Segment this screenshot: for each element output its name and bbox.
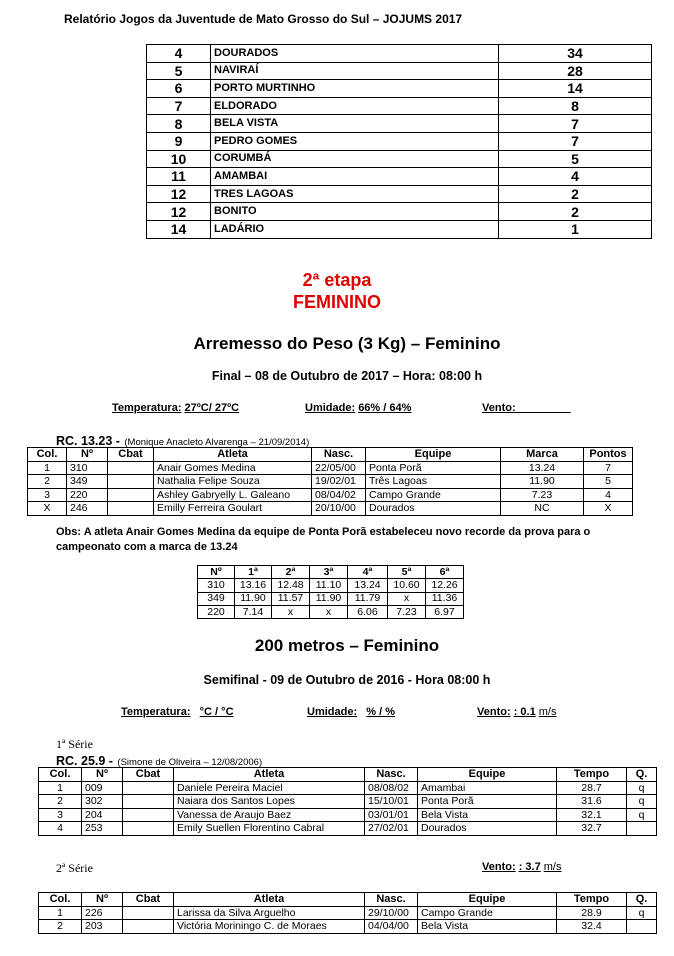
cell-num: 203 bbox=[82, 920, 123, 934]
ranking-row bbox=[147, 185, 652, 203]
attempt-cell: 7.14 bbox=[235, 605, 272, 618]
column-header: Col. bbox=[28, 448, 67, 462]
cell-tempo: 32.4 bbox=[557, 920, 627, 934]
cell-equipe: Amambai bbox=[418, 781, 557, 795]
cell-cbat bbox=[123, 808, 174, 822]
ranking-position: 8 bbox=[147, 115, 211, 133]
cell-equipe: Ponta Porã bbox=[366, 461, 501, 475]
event2-title: 200 metros – Feminino bbox=[254, 636, 440, 655]
table-row bbox=[39, 920, 657, 934]
cell-equipe: Bela Vista bbox=[418, 808, 557, 822]
table-row bbox=[28, 488, 633, 502]
cell-col: 2 bbox=[39, 795, 82, 809]
cell-num: 246 bbox=[67, 502, 108, 516]
cell-q: q bbox=[627, 781, 657, 795]
ranking-position: 7 bbox=[147, 97, 211, 115]
cell-num: 253 bbox=[82, 822, 123, 836]
cell-num: 220 bbox=[67, 488, 108, 502]
cell-col: 1 bbox=[28, 461, 67, 475]
table-row bbox=[28, 502, 633, 516]
attempt-cell: x bbox=[388, 592, 426, 605]
table-row bbox=[39, 822, 657, 836]
cell-atleta: Anair Gomes Medina bbox=[154, 461, 312, 475]
event2-temperature: Temperatura: °C / °C bbox=[121, 706, 234, 718]
cell-atleta: Daniele Pereira Maciel bbox=[174, 781, 365, 795]
cell-equipe: Dourados bbox=[418, 822, 557, 836]
stage-subtitle: FEMININO bbox=[293, 292, 381, 312]
ranking-city: DOURADOS bbox=[211, 45, 499, 63]
attempt-cell: 6.97 bbox=[426, 605, 464, 618]
cell-cbat bbox=[123, 795, 174, 809]
ranking-city: TRES LAGOAS bbox=[211, 185, 499, 203]
ranking-row bbox=[147, 80, 652, 98]
event1-obs: Obs: A atleta Anair Gomes Medina da equipe de Ponta Porã estabeleceu novo recorde da prova para o campeonato com a marca de 13.24 bbox=[56, 526, 591, 553]
attempt-cell: 12.48 bbox=[272, 579, 310, 592]
cell-cbat bbox=[123, 906, 174, 920]
cell-col: 2 bbox=[28, 475, 67, 489]
report-title: Relatório Jogos da Juventude de Mato Grosso do Sul – JOJUMS 2017 bbox=[64, 12, 463, 26]
table-row bbox=[39, 781, 657, 795]
cell-equipe: Dourados bbox=[366, 502, 501, 516]
cell-nasc: 03/01/01 bbox=[365, 808, 418, 822]
ranking-points: 28 bbox=[499, 62, 652, 80]
ranking-city: CORUMBÁ bbox=[211, 150, 499, 168]
cell-col: 1 bbox=[39, 781, 82, 795]
ranking-points: 2 bbox=[499, 185, 652, 203]
event2-record: RC. 25.9 - (Simone de Oliveira – 12/08/2006) bbox=[56, 754, 263, 768]
event1-subtitle: Final – 08 de Outubro de 2017 – Hora: 08:00 h bbox=[211, 369, 483, 383]
ranking-points: 4 bbox=[499, 168, 652, 186]
cell-marca: 7.23 bbox=[501, 488, 584, 502]
cell-nasc: 08/08/02 bbox=[365, 781, 418, 795]
cell-pontos: 5 bbox=[584, 475, 633, 489]
table-row bbox=[39, 808, 657, 822]
attempt-cell: 11.57 bbox=[272, 592, 310, 605]
event1-results-table bbox=[27, 447, 633, 516]
attempt-cell: 220 bbox=[198, 605, 235, 618]
ranking-row bbox=[147, 150, 652, 168]
ranking-points: 34 bbox=[499, 45, 652, 63]
cell-nasc: 22/05/00 bbox=[312, 461, 366, 475]
cell-atleta: Ashley Gabryelly L. Galeano bbox=[154, 488, 312, 502]
cell-atleta: Emilly Ferreira Goulart bbox=[154, 502, 312, 516]
stage-title: 2ª etapa bbox=[302, 270, 372, 290]
event1-wind: Vento: _ bbox=[482, 402, 571, 414]
table-row bbox=[198, 605, 464, 618]
cell-marca: 13.24 bbox=[501, 461, 584, 475]
attempt-cell: 6.06 bbox=[348, 605, 388, 618]
table-row bbox=[198, 579, 464, 592]
attempt-cell: 13.24 bbox=[348, 579, 388, 592]
event1-humidity: Umidade: 66% / 64% bbox=[305, 402, 412, 414]
ranking-row bbox=[147, 115, 652, 133]
ranking-city: PORTO MURTINHO bbox=[211, 80, 499, 98]
attempt-header: 3ª bbox=[310, 566, 348, 579]
serie2-results-table bbox=[38, 892, 657, 934]
ranking-points: 8 bbox=[499, 97, 652, 115]
ranking-city: AMAMBAI bbox=[211, 168, 499, 186]
ranking-points: 7 bbox=[499, 132, 652, 150]
ranking-city: BONITO bbox=[211, 203, 499, 221]
event1-attempts-table bbox=[197, 565, 464, 619]
event2-subtitle: Semifinal - 09 de Outubro de 2016 - Hora 08:00 h bbox=[203, 673, 491, 687]
column-header: Atleta bbox=[154, 448, 312, 462]
cell-num: 310 bbox=[67, 461, 108, 475]
cell-col: 3 bbox=[39, 808, 82, 822]
cell-col: X bbox=[28, 502, 67, 516]
cell-atleta: Victória Moriningo C. de Moraes bbox=[174, 920, 365, 934]
column-header: Nasc. bbox=[365, 768, 418, 782]
cell-equipe: Campo Grande bbox=[418, 906, 557, 920]
attempt-cell: 11.36 bbox=[426, 592, 464, 605]
attempt-header: Nº bbox=[198, 566, 235, 579]
cell-atleta: Naiara dos Santos Lopes bbox=[174, 795, 365, 809]
cell-nasc: 27/02/01 bbox=[365, 822, 418, 836]
cell-equipe: Campo Grande bbox=[366, 488, 501, 502]
cell-pontos: 4 bbox=[584, 488, 633, 502]
cell-num: 204 bbox=[82, 808, 123, 822]
attempt-header: 2ª bbox=[272, 566, 310, 579]
column-header: Nº bbox=[67, 448, 108, 462]
ranking-position: 12 bbox=[147, 203, 211, 221]
attempt-cell: 12.26 bbox=[426, 579, 464, 592]
ranking-position: 11 bbox=[147, 168, 211, 186]
ranking-row bbox=[147, 62, 652, 80]
column-header: Cbat bbox=[108, 448, 154, 462]
ranking-row bbox=[147, 203, 652, 221]
ranking-position: 6 bbox=[147, 80, 211, 98]
column-header: Q. bbox=[627, 768, 657, 782]
ranking-city: ELDORADO bbox=[211, 97, 499, 115]
ranking-position: 10 bbox=[147, 150, 211, 168]
cell-atleta: Vanessa de Araujo Baez bbox=[174, 808, 365, 822]
cell-atleta: Nathalia Felipe Souza bbox=[154, 475, 312, 489]
cell-atleta: Emily Suellen Florentino Cabral bbox=[174, 822, 365, 836]
event1-title: Arremesso do Peso (3 Kg) – Feminino bbox=[193, 334, 501, 353]
cell-q: q bbox=[627, 795, 657, 809]
attempt-header: 5ª bbox=[388, 566, 426, 579]
ranking-city: PEDRO GOMES bbox=[211, 132, 499, 150]
attempt-cell: 349 bbox=[198, 592, 235, 605]
ranking-position: 14 bbox=[147, 220, 211, 238]
cell-tempo: 28.7 bbox=[557, 781, 627, 795]
column-header: Equipe bbox=[418, 893, 557, 907]
cell-equipe: Ponta Porã bbox=[418, 795, 557, 809]
cell-col: 3 bbox=[28, 488, 67, 502]
ranking-points: 14 bbox=[499, 80, 652, 98]
cell-num: 349 bbox=[67, 475, 108, 489]
cell-nasc: 20/10/00 bbox=[312, 502, 366, 516]
column-header: Equipe bbox=[418, 768, 557, 782]
event1-temperature: Temperatura: 27ºC/ 27ºC bbox=[112, 402, 240, 414]
ranking-position: 12 bbox=[147, 185, 211, 203]
column-header: Pontos bbox=[584, 448, 633, 462]
table-row bbox=[198, 592, 464, 605]
attempt-cell: x bbox=[272, 605, 310, 618]
cell-cbat bbox=[108, 475, 154, 489]
attempt-cell: 10.60 bbox=[388, 579, 426, 592]
column-header: Atleta bbox=[174, 768, 365, 782]
cell-tempo: 32.1 bbox=[557, 808, 627, 822]
cell-q bbox=[627, 822, 657, 836]
column-header: Marca bbox=[501, 448, 584, 462]
ranking-city: NAVIRAÍ bbox=[211, 62, 499, 80]
attempt-cell: 11.10 bbox=[310, 579, 348, 592]
attempt-header: 4ª bbox=[348, 566, 388, 579]
ranking-row bbox=[147, 220, 652, 238]
ranking-row bbox=[147, 132, 652, 150]
serie2-label: 2ª Série bbox=[56, 861, 93, 875]
column-header: Equipe bbox=[366, 448, 501, 462]
event2-humidity: Umidade: % / % bbox=[307, 706, 396, 718]
attempt-header: 6ª bbox=[426, 566, 464, 579]
cell-tempo: 32.7 bbox=[557, 822, 627, 836]
table-row bbox=[28, 475, 633, 489]
cell-col: 2 bbox=[39, 920, 82, 934]
attempt-cell: 7.23 bbox=[388, 605, 426, 618]
column-header: Q. bbox=[627, 893, 657, 907]
column-header: Atleta bbox=[174, 893, 365, 907]
column-header: Cbat bbox=[123, 893, 174, 907]
column-header: Nº bbox=[82, 893, 123, 907]
cell-equipe: Três Lagoas bbox=[366, 475, 501, 489]
cell-nasc: 15/10/01 bbox=[365, 795, 418, 809]
serie2-wind: Vento: : 3.7 m/s bbox=[482, 861, 562, 873]
ranking-position: 4 bbox=[147, 45, 211, 63]
cell-cbat bbox=[108, 502, 154, 516]
ranking-points: 2 bbox=[499, 203, 652, 221]
cell-q: q bbox=[627, 808, 657, 822]
cell-nasc: 08/04/02 bbox=[312, 488, 366, 502]
cell-q: q bbox=[627, 906, 657, 920]
ranking-points: 1 bbox=[499, 220, 652, 238]
attempt-cell: 11.90 bbox=[235, 592, 272, 605]
cell-cbat bbox=[108, 461, 154, 475]
cell-tempo: 31.6 bbox=[557, 795, 627, 809]
cell-col: 4 bbox=[39, 822, 82, 836]
event2-wind: Vento: : 0.1 m/s bbox=[477, 706, 557, 718]
cell-col: 1 bbox=[39, 906, 82, 920]
column-header: Col. bbox=[39, 893, 82, 907]
ranking-position: 9 bbox=[147, 132, 211, 150]
ranking-city: LADÁRIO bbox=[211, 220, 499, 238]
cell-cbat bbox=[123, 822, 174, 836]
event1-record: RC. 13.23 - (Monique Anacleto Alvarenga – 21/09/2014) bbox=[56, 434, 310, 448]
serie1-label: 1ª Série bbox=[56, 737, 93, 751]
attempt-cell: 13.16 bbox=[235, 579, 272, 592]
attempt-cell: x bbox=[310, 605, 348, 618]
ranking-table bbox=[146, 44, 652, 239]
cell-num: 009 bbox=[82, 781, 123, 795]
column-header: Tempo bbox=[557, 768, 627, 782]
attempt-cell: 11.90 bbox=[310, 592, 348, 605]
cell-nasc: 04/04/00 bbox=[365, 920, 418, 934]
cell-cbat bbox=[108, 488, 154, 502]
cell-pontos: 7 bbox=[584, 461, 633, 475]
cell-atleta: Larissa da Silva Arguelho bbox=[174, 906, 365, 920]
cell-cbat bbox=[123, 920, 174, 934]
column-header: Nasc. bbox=[312, 448, 366, 462]
attempt-cell: 310 bbox=[198, 579, 235, 592]
cell-tempo: 28.9 bbox=[557, 906, 627, 920]
cell-q bbox=[627, 920, 657, 934]
ranking-row bbox=[147, 97, 652, 115]
cell-num: 302 bbox=[82, 795, 123, 809]
cell-nasc: 29/10/00 bbox=[365, 906, 418, 920]
ranking-points: 5 bbox=[499, 150, 652, 168]
column-header: Col. bbox=[39, 768, 82, 782]
ranking-position: 5 bbox=[147, 62, 211, 80]
attempt-header: 1ª bbox=[235, 566, 272, 579]
table-row bbox=[39, 906, 657, 920]
column-header: Tempo bbox=[557, 893, 627, 907]
column-header: Cbat bbox=[123, 768, 174, 782]
table-row bbox=[28, 461, 633, 475]
cell-marca: NC bbox=[501, 502, 584, 516]
cell-pontos: X bbox=[584, 502, 633, 516]
ranking-points: 7 bbox=[499, 115, 652, 133]
column-header: Nº bbox=[82, 768, 123, 782]
ranking-row bbox=[147, 45, 652, 63]
ranking-city: BELA VISTA bbox=[211, 115, 499, 133]
attempt-cell: 11.79 bbox=[348, 592, 388, 605]
cell-marca: 11.90 bbox=[501, 475, 584, 489]
column-header: Nasc. bbox=[365, 893, 418, 907]
table-row bbox=[39, 795, 657, 809]
serie1-results-table bbox=[38, 767, 657, 836]
cell-cbat bbox=[123, 781, 174, 795]
ranking-row bbox=[147, 168, 652, 186]
cell-equipe: Bela Vista bbox=[418, 920, 557, 934]
cell-nasc: 19/02/01 bbox=[312, 475, 366, 489]
cell-num: 226 bbox=[82, 906, 123, 920]
